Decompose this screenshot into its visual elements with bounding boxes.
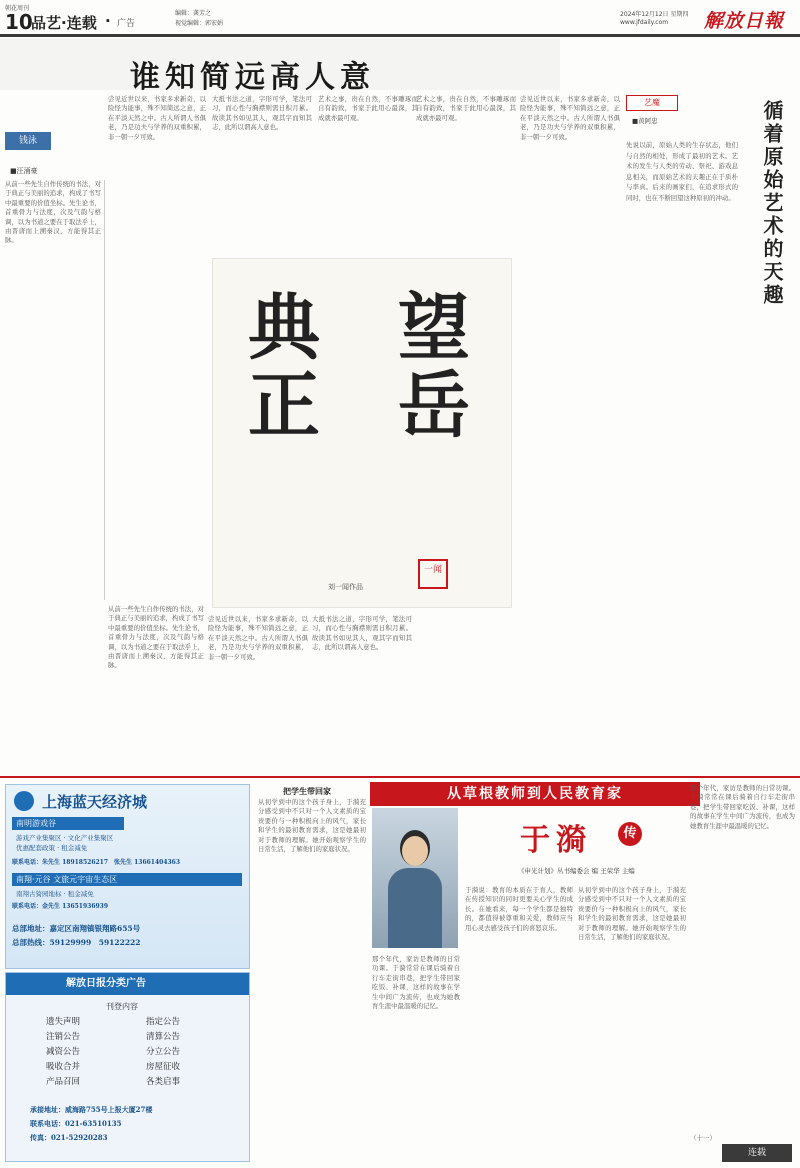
ad-jiefang-classified — [5, 972, 250, 1162]
editor: 编辑：龚芳之 — [175, 10, 212, 17]
ad-item: 产品召回 — [46, 1077, 81, 1087]
article-body-col-5: 从前一些先生自作传统的书法，对于典正与美丽的追求，构成了书写中最重要的价值坐标。先生论书，首重骨力与法度，次及气韵与格调，以为书道之要在于取法乎上，由晋唐而上溯秦汉，方能得其正脉。 — [108, 605, 204, 670]
logo-icon — [14, 791, 34, 811]
article-body-col-4: 艺术之事，贵在自然，不事雕琢而自有韵致，书家于此用心最深，其成就亦最可观。 — [318, 95, 418, 122]
masthead-small-title: 朝花周刊 — [5, 5, 30, 12]
red-seal: 一闻 — [418, 559, 448, 589]
ad-nanming-item-2: 优惠配套政策 · 租金减免 — [16, 844, 88, 852]
article-body-col-7: 大抵书法之道，字形可学，笔法可习，而心性与胸襟则需日积月累。故读其书如见其人，观其字而知其志，此所以谓高人意也。 — [312, 615, 412, 652]
ad-jiefang-title: 解放日报分类广告 — [6, 973, 249, 995]
ad-tel: 联系电话：021-63510135 — [30, 1119, 122, 1128]
side-column-tag: 艺魔 — [626, 95, 678, 111]
ad-hq-address: 总部地址：嘉定区南翔镇银翔路655号 — [12, 924, 141, 933]
side-article-title: 循着原始艺术的天趣 — [760, 100, 784, 307]
serial-book-info: 《申光计划》丛书编委会 编 王荣华 主编 — [518, 867, 635, 875]
serial-more-label: 连载 — [722, 1144, 792, 1162]
portrait-body — [388, 868, 442, 948]
calligraphy-left: 典正 — [236, 289, 321, 445]
serial-body-col-5: 那个年代，家访是教师的日常功课。于漪常常在课后骑着自行车走街串巷，把学生带回家吃饭、补课，这样的故事在学生中间广为流传，也成为她教育生涯中最温暖的记忆。 — [690, 784, 795, 830]
side-author: ■黄阿忠 — [632, 117, 658, 125]
ad-undertake-address: 承接地址：威海路755号上报大厦27楼 — [30, 1105, 153, 1114]
ad-item: 房屋征收 — [146, 1062, 181, 1072]
ad-yuanyu-title: 南翔·元谷 文旅元宇宙生态区 — [12, 873, 242, 886]
article-body-col-6: 尝见近世以来，书家多求新奇，以险怪为能事，殊不知简远之意，正在平淡天然之中。古人所谓人书俱老，乃是功夫与学养的双重积累，非一朝一夕可致。 — [208, 615, 308, 661]
visual-editor: 视觉编辑：郭宏娟 — [175, 20, 224, 27]
ad-contact-2: 联系电话：金先生 13651936939 — [12, 903, 109, 910]
brand-logo: 解放日報 — [704, 10, 785, 32]
article-body-col-3: 大抵书法之道，字形可学，笔法可习，而心性与胸襟则需日积月累。故读其书如见其人，观其字而知其志，此所以谓高人意也。 — [212, 95, 312, 132]
column-divider — [104, 180, 105, 600]
ad-item: 吸收合并 — [46, 1062, 81, 1072]
ad-kandeng-label: 刊登内容 — [106, 1002, 138, 1011]
ad-items-right — [146, 1015, 180, 1090]
article-body-col-1: 从前一些先生自作传统的书法，对于典正与美丽的追求，构成了书写中最重要的价值坐标。先生论书，首重骨力与法度，次及气韵与格调，以为书道之要在于取法乎上，由晋唐而上溯秦汉，方能得其正脉。 — [5, 180, 101, 245]
serial-name-suffix: 传 — [618, 822, 642, 846]
issue-date: 2024年12月12日 星期四 — [620, 11, 689, 18]
serial-body-col-1: 从初学到中的这个孩子身上，于漪充分感受到中不只对一个人文素质的宝贵要价与一种积极向上的风气，家长和学生的最初教育需求，这是她最初对于教师的理解。她开始观察学生的日常生活，了解他们的家庭状况。 — [258, 798, 366, 854]
article-title: 谁知简远高人意 — [130, 60, 375, 95]
article-author: ■汪涌豪 — [10, 167, 38, 175]
ad-item: 分立公告 — [146, 1047, 181, 1057]
ad-yuanyu-item: 南翔古猗园地标 · 租金减免 — [16, 890, 94, 898]
ad-item: 各类启事 — [146, 1077, 181, 1087]
serial-continued: （十一） — [690, 1134, 716, 1142]
ad-item: 减资公告 — [46, 1047, 81, 1057]
calligraphy-right: 望岳 — [386, 289, 471, 445]
serial-headline: 从草根教师到人民教育家 — [370, 782, 700, 806]
section-title: 品艺·连载 — [31, 14, 97, 32]
article-body-col-2: 尝见近世以来，书家多求新奇，以险怪为能事，殊不知简远之意，正在平淡天然之中。古人所谓人书俱老，乃是功夫与学养的双重积累，非一朝一夕可致。 — [108, 95, 206, 141]
section-dot: · — [105, 12, 111, 30]
ad-item: 清算公告 — [146, 1032, 181, 1042]
ad-item: 指定公告 — [146, 1017, 181, 1027]
ad-hotline: 总部热线：59129999 59122222 — [12, 938, 141, 947]
artwork-panel — [212, 258, 512, 608]
page-number: 10 — [5, 10, 33, 34]
section-rule — [0, 776, 800, 778]
ad-nanming-item-1: 游戏产业集聚区 · 文化产业集聚区 — [16, 834, 114, 842]
serial-intro-title: 把学生带回家 — [283, 786, 331, 796]
serial-body-col-3: 那个年代，家访是教师的日常功课。于漪常常在课后骑着自行车走街串巷，把学生带回家吃饭、补课，这样的故事在学生中间广为流传，也成为她教育生涯中最温暖的记忆。 — [372, 955, 460, 1011]
ad-contact-1: 联系电话：朱先生 18918526217 张先生 13661404363 — [12, 859, 181, 866]
ad-item: 遗失声明 — [46, 1017, 81, 1027]
column-badge-label: 钱泳 — [18, 136, 37, 146]
serial-name-big: 于漪 — [520, 823, 592, 858]
serial-body-col-2: 于漪说：教育的本质在于育人，教师在传授知识的同时更要关心学生的成长。在她看来，每一个学生都是独特的，都值得被尊重和关爱，教师应当用心灵去感受孩子们的喜怒哀乐。 — [465, 886, 573, 932]
column-badge — [5, 132, 51, 150]
ad-nanming-title: 南明游戏谷 — [12, 817, 124, 830]
article-body-col-9: 尝见近世以来，书家多求新奇，以险怪为能事，殊不知简远之意，正在平淡天然之中。古人所谓人书俱老，乃是功夫与学养的双重积累，非一朝一夕可致。 — [520, 95, 620, 141]
serial-body-col-4: 从初学到中的这个孩子身上，于漪充分感受到中不只对一个人文素质的宝贵要价与一种积极向上的风气，家长和学生的最初教育需求，这是她最初对于教师的理解。她开始观察学生的日常生活，了解他们的家庭状况。 — [578, 886, 686, 942]
ad-shanghai-sky — [5, 784, 250, 969]
ad-item: 注销公告 — [46, 1032, 81, 1042]
ad-label: 广告 — [117, 19, 136, 29]
side-article-body: 先说以前，原始人类的生存状态，他们与自然的相处，形成了最初的艺术。艺术的发生与人类的劳动、祭祀、游戏息息相关，而原始艺术的天趣正在于质朴与率真。后来的画家们，在追求形式的同时，也在不断回望这种原初的冲动。 — [626, 141, 738, 202]
ad-fax: 传真：021-52920283 — [30, 1133, 108, 1142]
portrait-face — [402, 836, 428, 866]
portrait-photo — [372, 808, 458, 948]
website-url: www.jfdaily.com — [620, 19, 669, 26]
masthead-rule — [0, 34, 800, 37]
article-body-col-8: 艺术之事，贵在自然，不事雕琢而自有韵致，书家于此用心最深，其成就亦最可观。 — [416, 95, 516, 122]
ad-items-left — [46, 1015, 80, 1090]
artwork-caption: 刘一闻作品 — [328, 583, 363, 591]
ad-shanghai-title: 上海蓝天经济城 — [42, 793, 148, 811]
